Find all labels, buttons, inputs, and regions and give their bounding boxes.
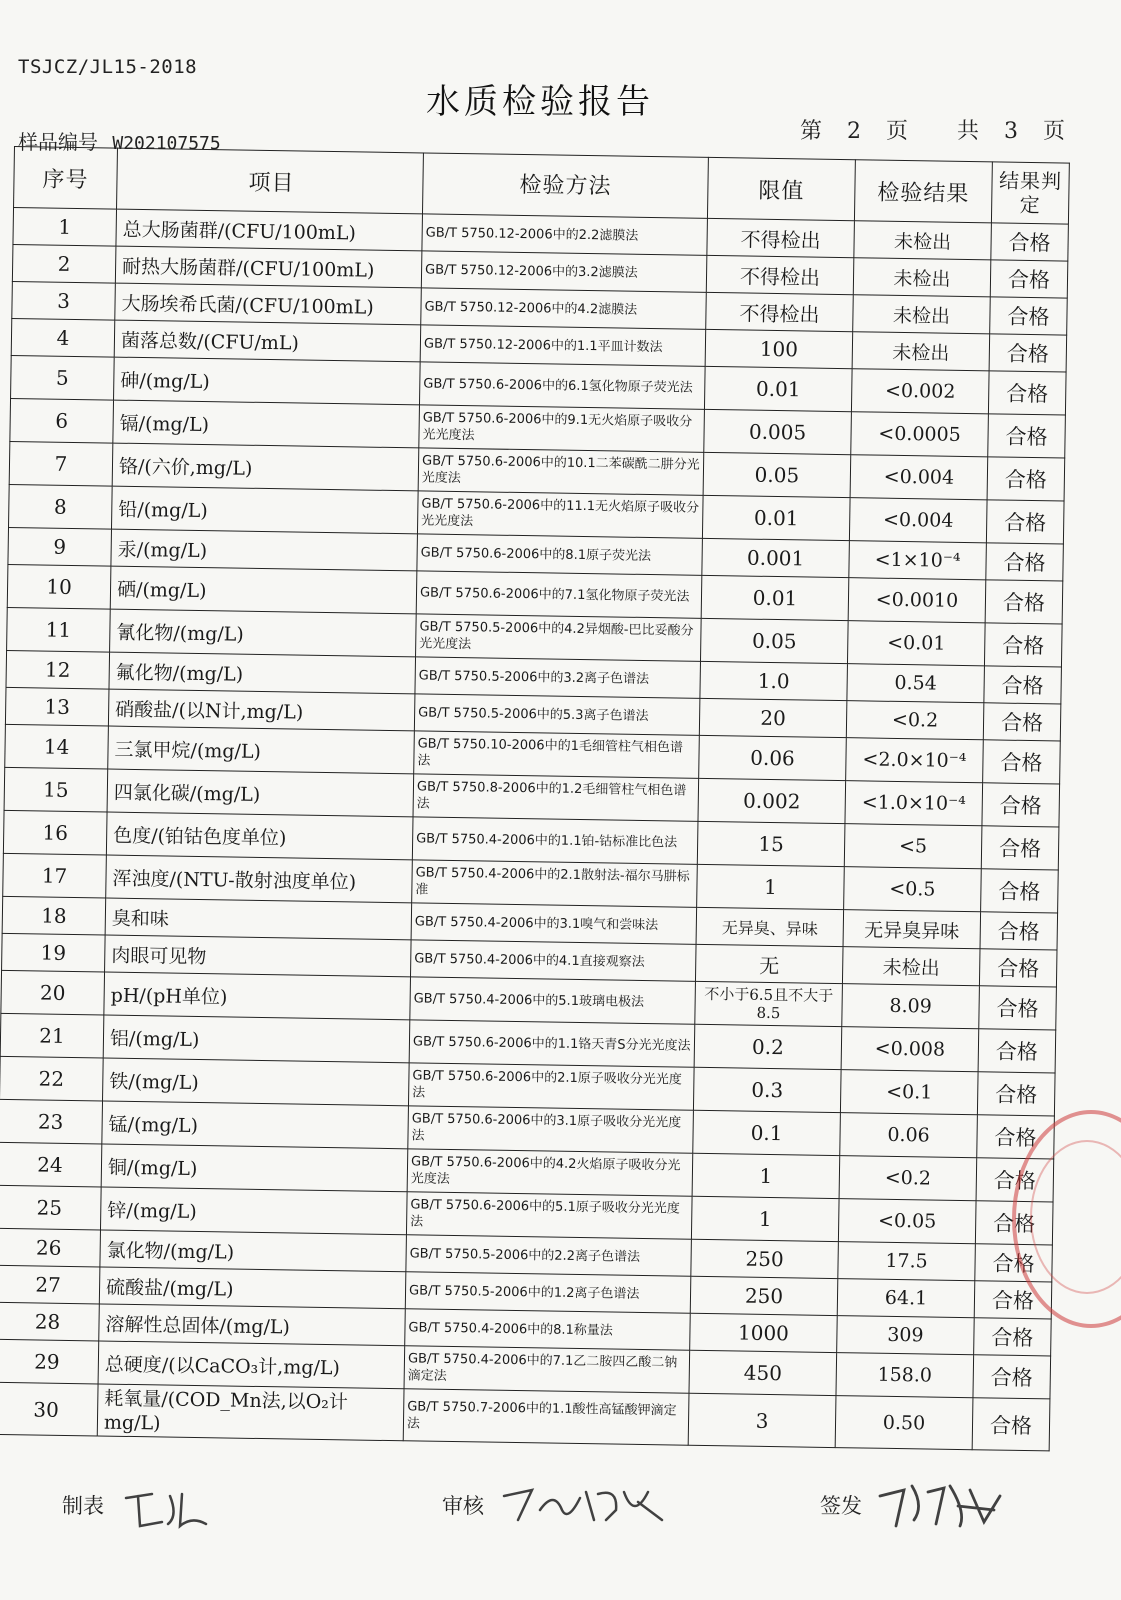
row-method: GB/T 5750.7-2006中的1.1酸性高锰酸钾滴定法 [403, 1389, 689, 1445]
row-method: GB/T 5750.6-2006中的7.1氢化物原子荧光法 [416, 571, 702, 618]
row-number: 19 [2, 933, 106, 972]
row-judgement: 合格 [972, 1398, 1050, 1451]
row-result: <1.0×10⁻⁴ [845, 781, 983, 826]
row-method: GB/T 5750.6-2006中的2.1原子吸收分光光度法 [408, 1063, 694, 1110]
row-number: 6 [10, 398, 114, 443]
row-item: 耗氧量/(COD_Mn法,以O₂计mg/L) [97, 1384, 404, 1441]
row-judgement: 合格 [985, 580, 1063, 624]
row-result: 309 [837, 1316, 975, 1355]
row-judgement: 合格 [983, 703, 1061, 741]
row-result: 0.54 [847, 664, 985, 703]
row-judgement: 合格 [990, 260, 1068, 298]
row-item: 溶解性总固体/(mg/L) [99, 1304, 406, 1346]
row-judgement: 合格 [976, 1158, 1054, 1202]
row-method: GB/T 5750.4-2006中的7.1乙二胺四乙酸二钠滴定法 [404, 1346, 690, 1393]
row-result: 未检出 [852, 332, 990, 371]
row-method: GB/T 5750.5-2006中的4.2异烟酸-巴比妥酸分光光度法 [416, 614, 702, 661]
row-method: GB/T 5750.4-2006中的3.1嗅气和尝味法 [411, 903, 697, 944]
row-item: 耐热大肠菌群/(CFU/100mL) [115, 246, 422, 288]
row-item: 色度/(铂钴色度单位) [106, 812, 413, 860]
row-method: GB/T 5750.10-2006中的1毛细管柱气相色谱法 [414, 731, 700, 778]
row-judgement: 合格 [978, 1029, 1056, 1073]
row-limit: 1000 [690, 1313, 838, 1352]
row-judgement: 合格 [984, 666, 1062, 704]
row-limit: 1.0 [700, 661, 848, 700]
row-item: pH/(pH单位) [104, 972, 411, 1020]
row-judgement: 合格 [974, 1318, 1052, 1356]
row-limit: 0.005 [704, 409, 852, 454]
row-item: 铁/(mg/L) [103, 1058, 410, 1106]
row-judgement: 合格 [982, 783, 1060, 827]
row-number: 7 [9, 441, 113, 486]
row-judgement: 合格 [984, 623, 1062, 667]
row-judgement: 合格 [988, 414, 1066, 458]
row-judgement: 合格 [980, 912, 1058, 950]
row-result: <0.2 [839, 1156, 977, 1201]
row-result: <0.05 [838, 1199, 976, 1244]
row-method: GB/T 5750.6-2006中的5.1原子吸收分光光度法 [406, 1192, 692, 1239]
total-prefix: 共 [956, 119, 979, 144]
row-judgement: 合格 [990, 297, 1068, 335]
row-limit: 0.01 [702, 495, 850, 540]
row-result: <0.1 [840, 1070, 978, 1115]
row-number: 18 [2, 896, 106, 935]
header-result: 检验结果 [854, 160, 992, 223]
row-item: 铜/(mg/L) [101, 1144, 408, 1192]
reviewed-by-label: 审核 [442, 1494, 484, 1518]
row-item: 硝酸盐/(以N计,mg/L) [108, 689, 415, 731]
row-judgement: 合格 [974, 1281, 1052, 1319]
row-limit: 0.001 [702, 538, 850, 577]
row-result: <0.0010 [848, 578, 986, 623]
row-limit: 1 [697, 864, 845, 909]
row-result: <1×10⁻⁴ [849, 541, 987, 580]
row-item: 镉/(mg/L) [113, 400, 420, 448]
row-limit: 0.01 [704, 366, 852, 411]
row-number: 28 [0, 1302, 99, 1341]
row-method: GB/T 5750.5-2006中的5.3离子色谱法 [414, 694, 700, 735]
row-number: 8 [9, 484, 113, 529]
page-info [788, 114, 1065, 145]
row-item: 总大肠菌群/(CFU/100mL) [116, 209, 423, 251]
row-item: 四氯化碳/(mg/L) [107, 769, 414, 817]
row-result: <0.002 [851, 369, 989, 414]
row-result: 158.0 [836, 1353, 974, 1398]
row-method: GB/T 5750.4-2006中的1.1铂-钴标准比色法 [412, 817, 698, 864]
row-item: 锌/(mg/L) [100, 1187, 407, 1235]
issued-by-signature [874, 1476, 1004, 1532]
row-limit: 15 [697, 821, 845, 866]
row-judgement: 合格 [991, 223, 1069, 261]
row-method: GB/T 5750.12-2006中的3.2滤膜法 [421, 251, 707, 292]
row-method: GB/T 5750.8-2006中的1.2毛细管柱气相色谱法 [413, 774, 699, 821]
row-number: 23 [0, 1099, 103, 1144]
row-item: 总硬度/(以CaCO₃计,mg/L) [98, 1341, 405, 1389]
page-number: 2 [846, 119, 861, 144]
header-no: 序号 [14, 147, 118, 210]
header-method: 检验方法 [422, 153, 708, 218]
row-number: 27 [0, 1265, 100, 1304]
row-judgement: 合格 [989, 334, 1067, 372]
sample-number-label: 样品编号 [18, 130, 98, 154]
row-item: 汞/(mg/L) [111, 529, 418, 571]
row-method: GB/T 5750.5-2006中的1.2离子色谱法 [405, 1272, 691, 1313]
row-result: 未检出 [853, 258, 991, 297]
row-number: 20 [1, 970, 105, 1015]
row-limit: 0.01 [701, 575, 849, 620]
row-result: <0.008 [841, 1027, 979, 1072]
row-number: 2 [12, 244, 116, 283]
row-limit: 3 [688, 1393, 836, 1447]
row-limit: 0.06 [699, 735, 847, 780]
row-result: 无异臭异味 [843, 910, 981, 949]
row-method: GB/T 5750.12-2006中的1.1平皿计数法 [420, 325, 706, 366]
row-limit: 不得检出 [707, 218, 855, 257]
issued-by-label: 签发 [820, 1494, 862, 1518]
row-number: 14 [5, 724, 109, 769]
prepared-by-signature [122, 1486, 212, 1532]
row-number: 3 [12, 281, 116, 320]
row-number: 25 [0, 1185, 101, 1230]
total-pages: 3 [1003, 119, 1018, 144]
row-item: 肉眼可见物 [105, 935, 412, 977]
row-method: GB/T 5750.12-2006中的2.2滤膜法 [422, 214, 708, 255]
row-judgement: 合格 [975, 1244, 1053, 1282]
row-limit: 1 [691, 1196, 839, 1241]
row-item: 铝/(mg/L) [103, 1015, 410, 1063]
row-method: GB/T 5750.4-2006中的8.1称量法 [405, 1309, 691, 1350]
row-item: 菌落总数/(CFU/mL) [114, 320, 421, 362]
row-method: GB/T 5750.6-2006中的10.1二苯碳酰二肼分光光度法 [418, 448, 704, 495]
row-judgement: 合格 [973, 1355, 1051, 1399]
row-judgement: 合格 [988, 371, 1066, 415]
document-code: TSJCZ/JL15-2018 [18, 56, 198, 78]
row-result: <0.2 [846, 701, 984, 740]
row-item: 浑浊度/(NTU-散射浊度单位) [106, 855, 413, 903]
row-method: GB/T 5750.5-2006中的3.2离子色谱法 [415, 657, 701, 698]
row-result: <2.0×10⁻⁴ [846, 738, 984, 783]
row-judgement: 合格 [977, 1072, 1055, 1116]
row-number: 21 [0, 1013, 104, 1058]
row-number: 29 [0, 1339, 99, 1384]
row-item: 氟化物/(mg/L) [109, 652, 416, 694]
row-method: GB/T 5750.12-2006中的4.2滤膜法 [421, 288, 707, 329]
page-prefix: 第 [799, 119, 822, 144]
row-method: GB/T 5750.6-2006中的6.1氢化物原子荧光法 [419, 362, 705, 409]
row-judgement: 合格 [981, 869, 1059, 913]
row-method: GB/T 5750.4-2006中的4.1直接观察法 [410, 940, 696, 981]
row-result: <0.004 [849, 498, 987, 543]
row-method: GB/T 5750.6-2006中的1.1铬天青S分光光度法 [409, 1020, 695, 1067]
row-limit: 0.1 [693, 1110, 841, 1155]
row-result: 未检出 [854, 221, 992, 260]
row-limit: 不得检出 [706, 255, 854, 294]
row-limit: 0.3 [693, 1067, 841, 1112]
test-results-table [0, 146, 1070, 1451]
total-unit: 页 [1042, 119, 1065, 144]
row-number: 12 [6, 650, 110, 689]
row-method: GB/T 5750.6-2006中的9.1无火焰原子吸收分光光度法 [419, 405, 705, 452]
row-result: 8.09 [842, 984, 980, 1029]
row-item: 砷/(mg/L) [114, 357, 421, 405]
row-limit: 无异臭、异味 [696, 907, 844, 946]
row-method: GB/T 5750.6-2006中的8.1原子荧光法 [417, 534, 703, 575]
row-result: 未检出 [853, 295, 991, 334]
row-method: GB/T 5750.6-2006中的4.2火焰原子吸收分光光度法 [407, 1149, 693, 1196]
page-unit: 页 [885, 119, 908, 144]
row-method: GB/T 5750.6-2006中的11.1无火焰原子吸收分光光度法 [417, 491, 703, 538]
row-number: 22 [0, 1056, 103, 1101]
row-item: 硒/(mg/L) [110, 566, 417, 614]
row-item: 三氯甲烷/(mg/L) [108, 726, 415, 774]
row-judgement: 合格 [979, 949, 1057, 987]
row-limit: 0.05 [700, 618, 848, 663]
prepared-by-label: 制表 [62, 1494, 104, 1518]
row-limit: 无 [695, 944, 843, 983]
report-title: 水质检验报告 [426, 82, 654, 122]
row-method: GB/T 5750.4-2006中的5.1玻璃电极法 [410, 977, 696, 1024]
header-item: 项目 [117, 148, 424, 214]
row-judgement: 合格 [987, 457, 1065, 501]
row-number: 26 [0, 1228, 100, 1267]
row-number: 10 [7, 564, 111, 609]
row-number: 1 [13, 208, 117, 247]
row-judgement: 合格 [986, 543, 1064, 581]
row-result: 17.5 [838, 1242, 976, 1281]
row-judgement: 合格 [981, 826, 1059, 870]
row-number: 16 [3, 810, 107, 855]
row-result: <5 [844, 824, 982, 869]
row-method: GB/T 5750.6-2006中的3.1原子吸收分光光度法 [408, 1106, 694, 1153]
row-number: 5 [11, 355, 115, 400]
row-number: 15 [4, 767, 108, 812]
row-result: <0.5 [844, 867, 982, 912]
row-number: 17 [3, 853, 107, 898]
row-limit: 不得检出 [706, 292, 854, 331]
sample-number-value: W202107575 [112, 133, 221, 154]
row-judgement: 合格 [979, 986, 1057, 1030]
row-method: GB/T 5750.4-2006中的2.1散射法-福尔马肼标准 [412, 860, 698, 907]
row-result: 0.06 [840, 1113, 978, 1158]
row-item: 硫酸盐/(mg/L) [99, 1267, 406, 1309]
row-limit: 100 [705, 329, 853, 368]
row-number: 4 [11, 318, 115, 357]
row-result: 未检出 [842, 947, 980, 986]
row-item: 铬/(六价,mg/L) [112, 443, 419, 491]
row-number: 11 [7, 607, 111, 652]
row-judgement: 合格 [977, 1115, 1055, 1159]
row-result: 0.50 [835, 1396, 973, 1450]
row-number: 13 [5, 687, 109, 726]
row-item: 臭和味 [105, 898, 412, 940]
row-item: 铅/(mg/L) [111, 486, 418, 534]
reviewed-by-signature [498, 1480, 668, 1530]
row-result: <0.0005 [851, 412, 989, 457]
row-judgement: 合格 [983, 740, 1061, 784]
row-limit: 0.002 [698, 778, 846, 823]
row-number: 9 [8, 527, 112, 566]
row-limit: 250 [691, 1239, 839, 1278]
row-number: 30 [0, 1382, 98, 1436]
row-limit: 450 [689, 1350, 837, 1395]
row-item: 锰/(mg/L) [102, 1101, 409, 1149]
row-limit: 0.05 [703, 452, 851, 497]
row-limit: 1 [692, 1153, 840, 1198]
row-judgement: 合格 [986, 500, 1064, 544]
row-limit: 不小于6.5且不大于8.5 [695, 981, 843, 1026]
header-judgement: 结果判定 [991, 162, 1069, 224]
row-result: <0.01 [847, 621, 985, 666]
row-item: 大肠埃希氏菌/(CFU/100mL) [115, 283, 422, 325]
header-limit: 限值 [707, 157, 855, 220]
row-item: 氰化物/(mg/L) [110, 609, 417, 657]
row-judgement: 合格 [975, 1201, 1053, 1245]
row-result: <0.004 [850, 455, 988, 500]
row-result: 64.1 [837, 1279, 975, 1318]
row-method: GB/T 5750.5-2006中的2.2离子色谱法 [406, 1235, 692, 1276]
table-body [0, 208, 1068, 1451]
row-item: 氯化物/(mg/L) [100, 1230, 407, 1272]
row-limit: 0.2 [694, 1024, 842, 1069]
row-limit: 20 [699, 698, 847, 737]
row-number: 24 [0, 1142, 102, 1187]
row-limit: 250 [690, 1276, 838, 1315]
